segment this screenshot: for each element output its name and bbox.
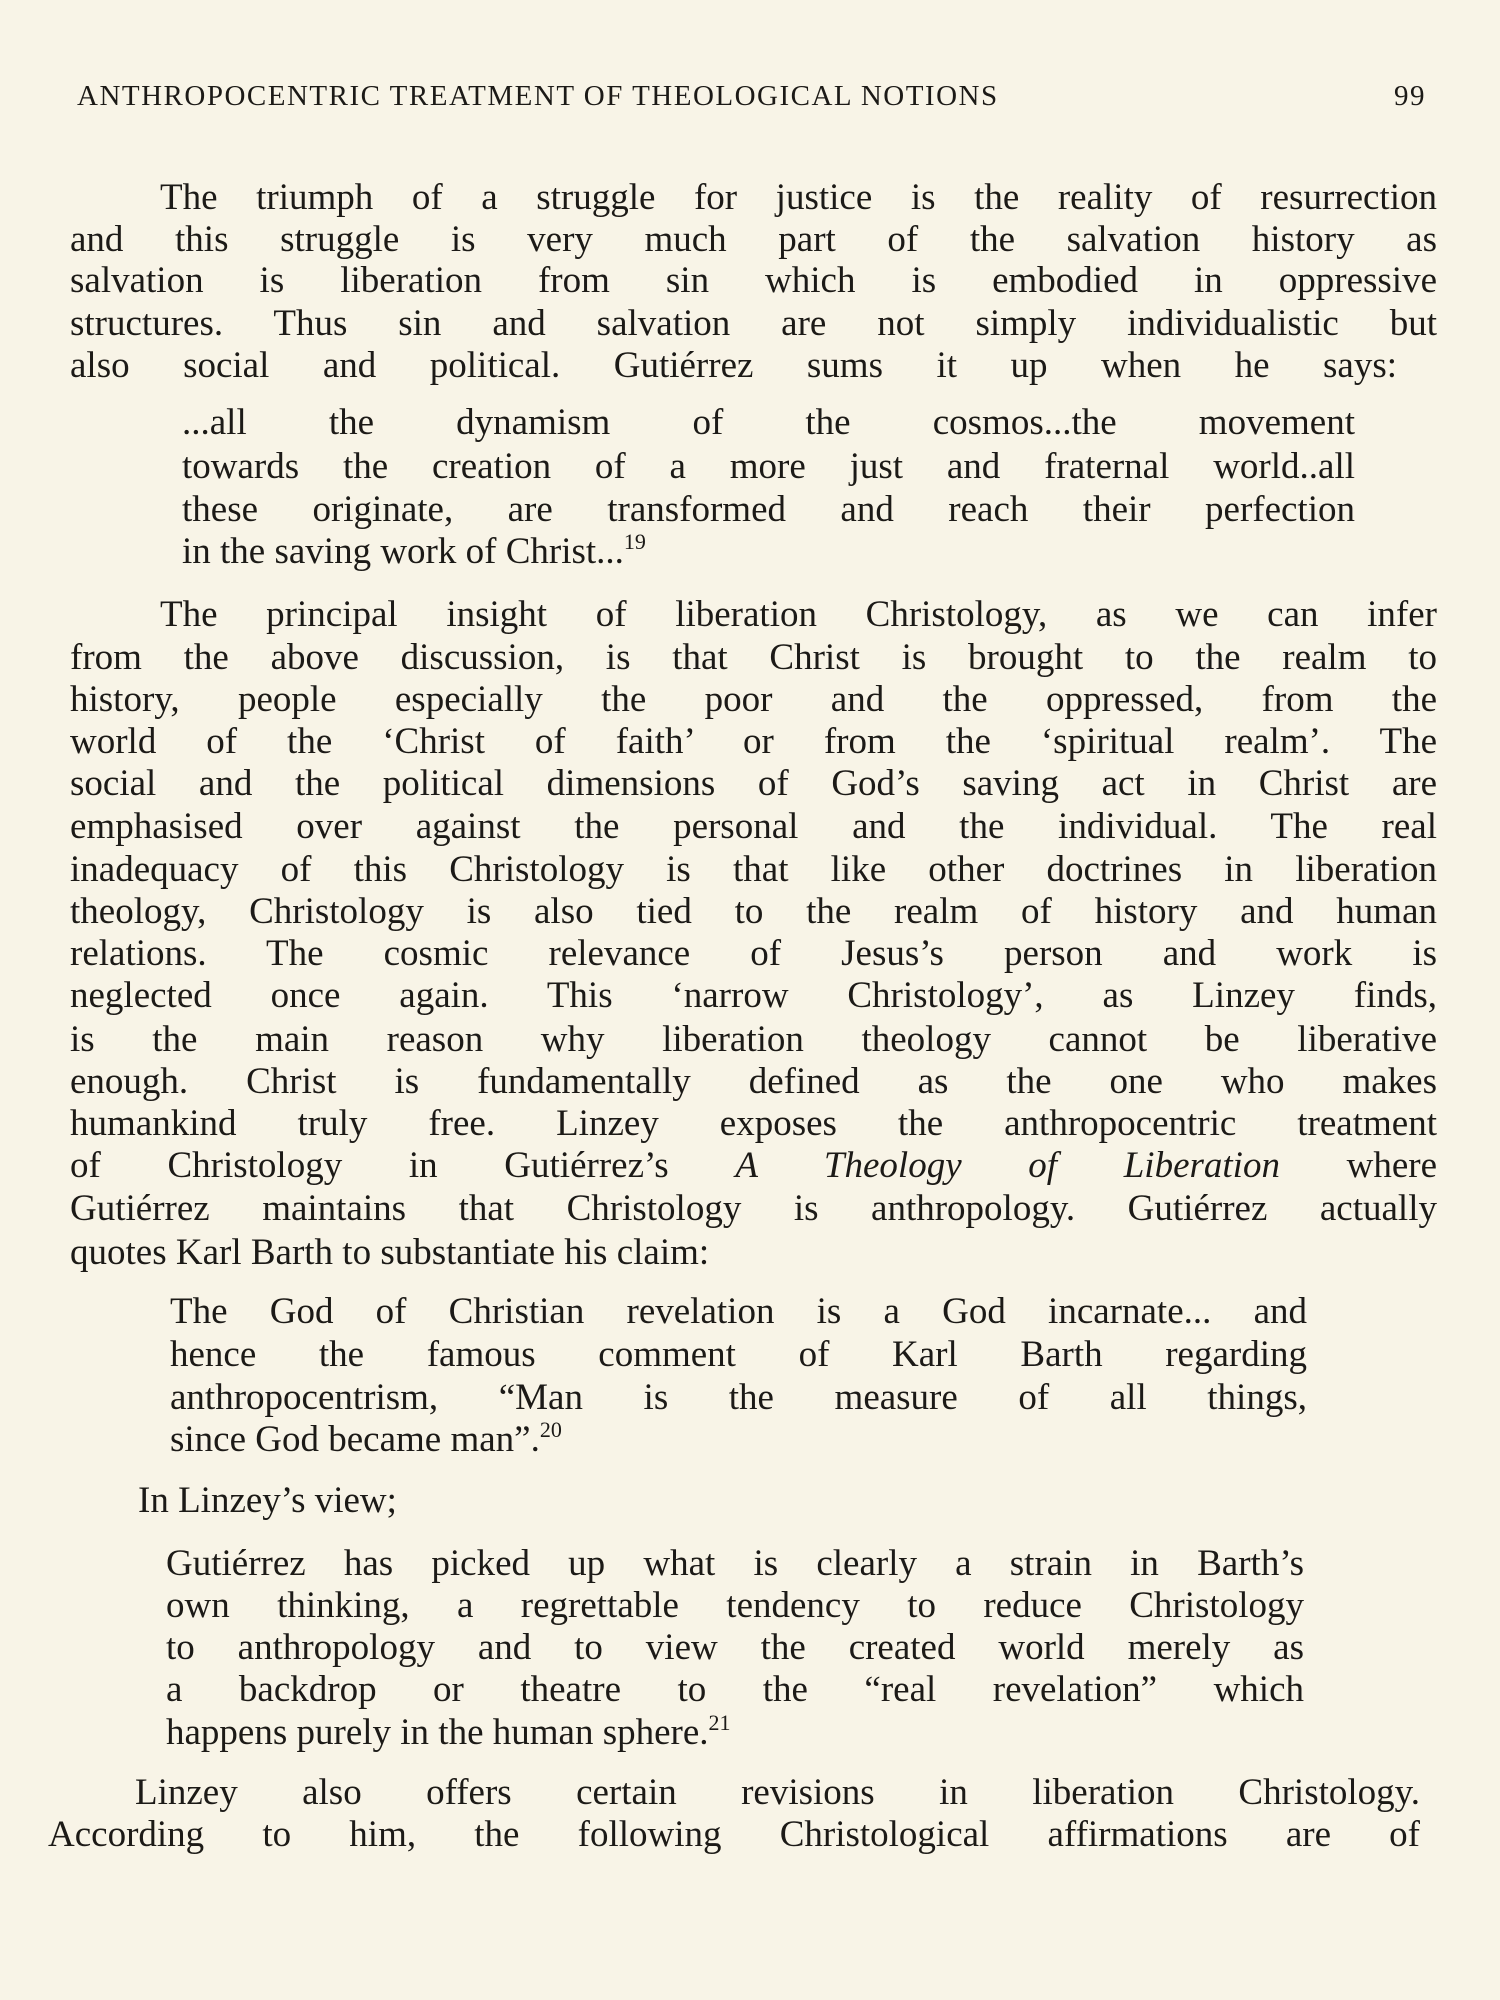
text-line: Linzey also offers certain revisions in liberation Christology. [135,1772,1420,1813]
text-line: world of the ‘Christ of faith’ or from the ‘spiritual realm’. The [70,721,1437,762]
page-number: 99 [1394,80,1426,112]
text-line: humankind truly free. Linzey exposes the anthropocentric treatment [70,1103,1437,1144]
text-line: history, people especially the poor and the oppressed, from the [70,679,1437,720]
text-line: inadequacy of this Christology is that like other doctrines in liberation [70,849,1437,890]
text-line: social and the political dimensions of God’s saving act in Christ are [70,763,1437,804]
quote-line: towards the creation of a more just and fraternal world..all [182,446,1355,487]
text-line: structures. Thus sin and salvation are not simply individualistic but [70,303,1437,344]
text-line: Gutiérrez maintains that Christology is anthropology. Gutiérrez actually [70,1188,1437,1229]
text-line: and this struggle is very much part of the salvation history as [70,219,1437,260]
text-line: The triumph of a struggle for justice is the reality of resurrection [160,177,1437,218]
quote-text: since God became man”. [170,1419,540,1460]
quote-text: in the saving work of Christ... [182,531,624,572]
text-line: emphasised over against the personal and the individual. The real [70,806,1437,847]
quote-line [170,1419,562,1461]
text-line: salvation is liberation from sin which is embodied in oppressive [70,260,1437,301]
quote-line: to anthropology and to view the created world merely as [166,1627,1304,1668]
footnote-ref: 21 [708,1710,731,1735]
quote-text: happens purely in the human sphere. [166,1712,709,1753]
quote-line: own thinking, a regrettable tendency to reduce Christology [166,1585,1304,1626]
quote-line [182,531,646,573]
text-line: neglected once again. This ‘narrow Christology’, as Linzey finds, [70,975,1437,1016]
text-line: enough. Christ is fundamentally defined as the one who makes [70,1061,1437,1102]
book-title: A Theology of Liberation [735,1145,1280,1186]
quote-line: ...all the dynamism of the cosmos...the movement [182,402,1355,443]
quote-line: The God of Christian revelation is a God incarnate... and [170,1291,1307,1332]
quote-line: anthropocentrism, “Man is the measure of all things, [170,1377,1307,1418]
text-line: relations. The cosmic relevance of Jesus’s person and work is [70,933,1437,974]
quote-line: a backdrop or theatre to the “real revelation” which [166,1669,1304,1710]
quote-line: Gutiérrez has picked up what is clearly a strain in Barth’s [166,1543,1304,1584]
text-line: The principal insight of liberation Christology, as we can infer [160,594,1437,635]
footnote-ref: 20 [539,1417,562,1442]
text-line: quotes Karl Barth to substantiate his claim: [70,1232,710,1273]
text-segment: of Christology in Gutiérrez’s [70,1145,669,1186]
quote-line: hence the famous comment of Karl Barth regarding [170,1334,1307,1375]
text-line: theology, Christology is also tied to the realm of history and human [70,891,1437,932]
text-segment: where [1346,1145,1437,1186]
text-line: According to him, the following Christological affirmations are of [48,1814,1420,1855]
text-line: In Linzey’s view; [138,1480,397,1521]
quote-line [166,1712,731,1754]
text-line: from the above discussion, is that Christ is brought to the realm to [70,637,1437,678]
text-line [70,1145,1437,1187]
text-line: is the main reason why liberation theology cannot be liberative [70,1019,1437,1060]
running-header: ANTHROPOCENTRIC TREATMENT OF THEOLOGICAL NOTIONS [77,80,999,112]
quote-line: these originate, are transformed and reach their perfection [182,489,1355,530]
footnote-ref: 19 [623,529,646,554]
text-line: also social and political. Gutiérrez sums it up when he says: [70,345,1397,386]
